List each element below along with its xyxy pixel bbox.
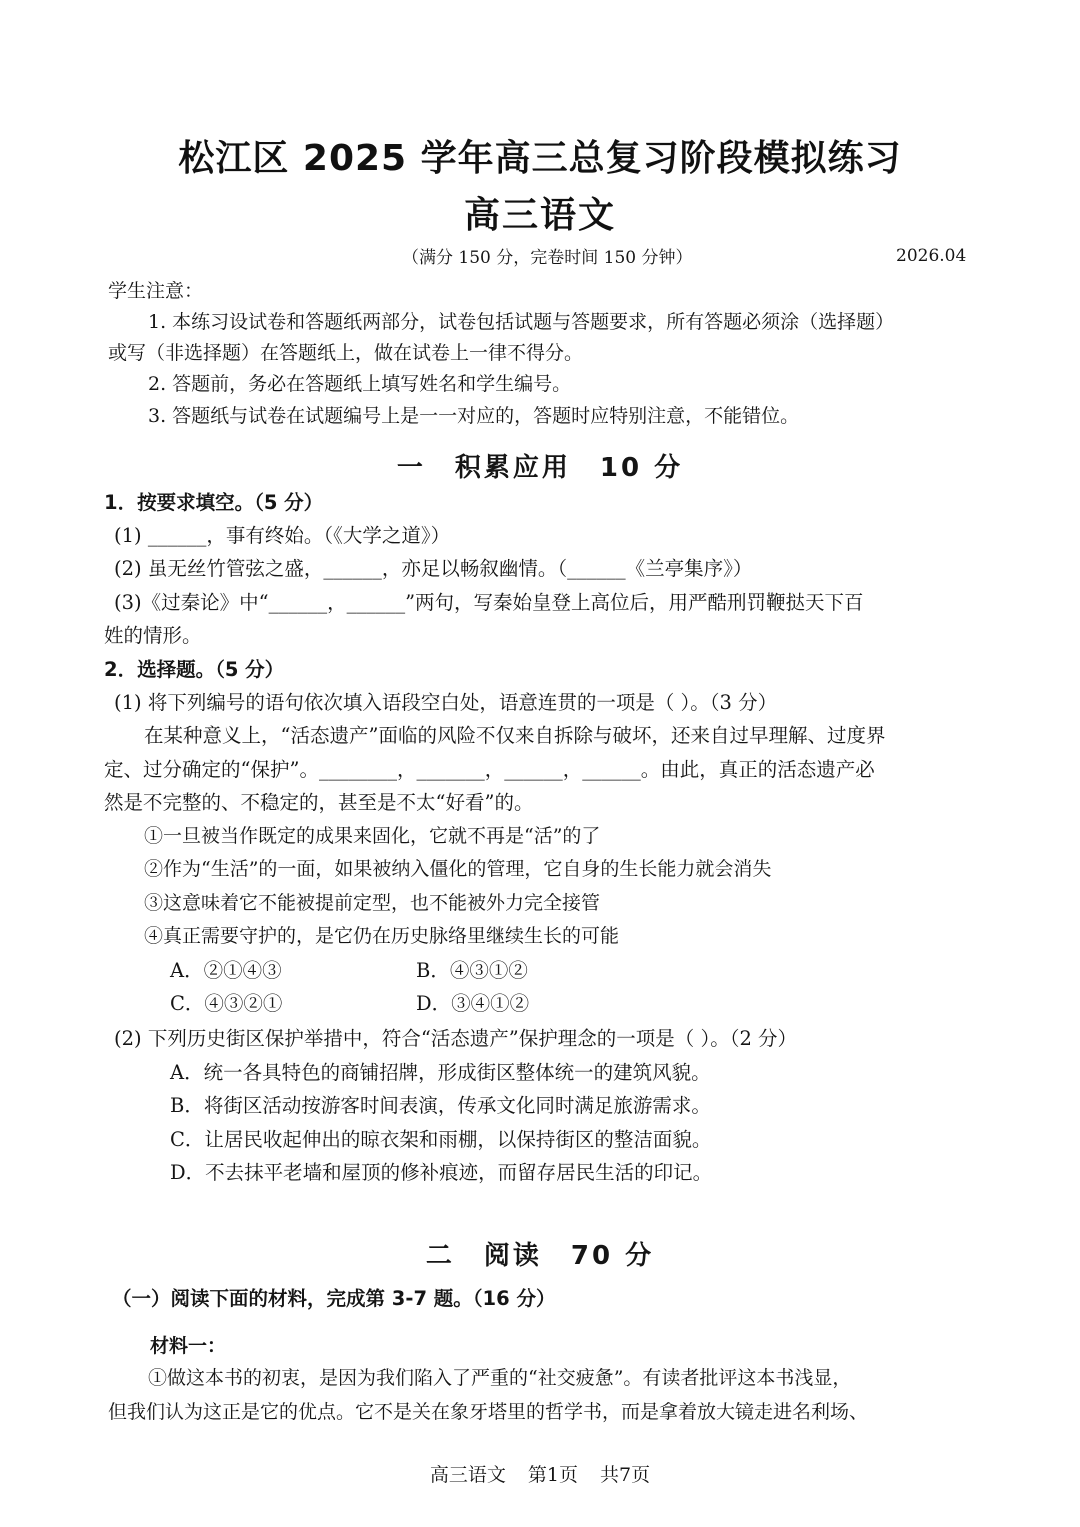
sentence-item: ④真正需要守护的，是它仍在历史脉络里继续生长的可能 bbox=[144, 925, 620, 947]
notice-heading: 学生注意： bbox=[108, 280, 204, 302]
section-2-title: 二 阅读 70 分 bbox=[425, 1241, 655, 1271]
question-2-1-stem: (1) 将下列编号的语句依次填入语段空白处，语意连贯的一项是（ ）。（3 分） bbox=[114, 691, 778, 714]
material-line: ①做这本书的初衷，是因为我们陷入了严重的“社交疲惫”。有读者批评这本书浅显， bbox=[148, 1367, 852, 1389]
option-c: C．④③②① bbox=[170, 992, 283, 1015]
option-a: A．②①④③ bbox=[170, 959, 282, 982]
option-item: A．统一各具特色的商铺招牌，形成街区整体统一的建筑风貌。 bbox=[170, 1061, 711, 1084]
passage-line: 定、过分确定的“保护”。________，_______，______，______。由此，真正的活态遗产必 bbox=[104, 758, 875, 781]
question-1-item: (3)《过秦论》中“______，______”两句，写秦始皇登上高位后，用严酷刑罚鞭挞天下百 bbox=[114, 591, 864, 614]
question-2-2-stem: (2) 下列历史街区保护举措中，符合“活态遗产”保护理念的一项是（ ）。（2 分） bbox=[114, 1027, 798, 1050]
notice-line: 3. 答题纸与试卷在试题编号上是一一对应的，答题时应特别注意，不能错位。 bbox=[148, 405, 800, 427]
notice-line: 1. 本练习设试卷和答题纸两部分，试卷包括试题与答题要求，所有答题必须涂（选择题） bbox=[148, 311, 895, 333]
exam-title: 松江区 2025 学年高三总复习阶段模拟练习 bbox=[178, 138, 902, 179]
reading-part-title: （一）阅读下面的材料，完成第 3-7 题。（16 分） bbox=[112, 1287, 556, 1310]
footer-subject: 高三语文 bbox=[429, 1464, 506, 1486]
material-label: 材料一： bbox=[150, 1335, 227, 1357]
exam-date: 2026.04 bbox=[896, 246, 967, 266]
page-footer bbox=[0, 1460, 1080, 1487]
question-1-item: (2) 虽无丝竹管弦之盛，______，亦足以畅叙幽情。（______《兰亭集序》） bbox=[114, 557, 753, 580]
sentence-item: ③这意味着它不能被提前定型，也不能被外力完全接管 bbox=[144, 892, 601, 914]
question-2-title: 2．选择题。（5 分） bbox=[104, 658, 285, 681]
question-1-title: 1．按要求填空。（5 分） bbox=[104, 491, 324, 514]
section-1-title: 一 积累应用 10 分 bbox=[396, 453, 684, 483]
subject-title: 高三语文 bbox=[463, 195, 616, 236]
question-1-item: 姓的情形。 bbox=[104, 624, 202, 647]
notice-line: 2. 答题前，务必在答题纸上填写姓名和学生编号。 bbox=[148, 373, 572, 395]
material-line: 但我们认为这正是它的优点。它不是关在象牙塔里的哲学书，而是拿着放大镜走进名利场、 bbox=[108, 1401, 869, 1423]
option-item: C．让居民收起伸出的晾衣架和雨棚，以保持街区的整洁面貌。 bbox=[170, 1128, 712, 1151]
sentence-item: ①一旦被当作既定的成果来固化，它就不再是“活”的了 bbox=[144, 825, 601, 847]
sentence-item: ②作为“生活”的一面，如果被纳入僵化的管理，它自身的生长能力就会消失 bbox=[144, 858, 772, 880]
option-b: B．④③①② bbox=[416, 959, 528, 982]
option-item: D．不去抹平老墙和屋顶的修补痕迹，而留存居民生活的印记。 bbox=[170, 1161, 713, 1184]
notice-line: 或写（非选择题）在答题纸上，做在试卷上一律不得分。 bbox=[108, 342, 584, 364]
passage-line: 然是不完整的、不稳定的，甚至是不太“好看”的。 bbox=[104, 791, 534, 814]
passage-line: 在某种意义上，“活态遗产”面临的风险不仅来自拆除与破坏，还来自过早理解、过度界 bbox=[144, 724, 886, 747]
question-1-item: (1) ______，事有终始。（《大学之道》） bbox=[114, 524, 451, 547]
footer-page: 第1页 bbox=[527, 1464, 578, 1486]
footer-total: 共7页 bbox=[600, 1464, 651, 1486]
option-d: D．③④①② bbox=[416, 992, 530, 1015]
exam-info: （满分 150 分，完卷时间 150 分钟） bbox=[402, 248, 693, 268]
option-item: B．将街区活动按游客时间表演，传承文化同时满足旅游需求。 bbox=[170, 1094, 711, 1117]
